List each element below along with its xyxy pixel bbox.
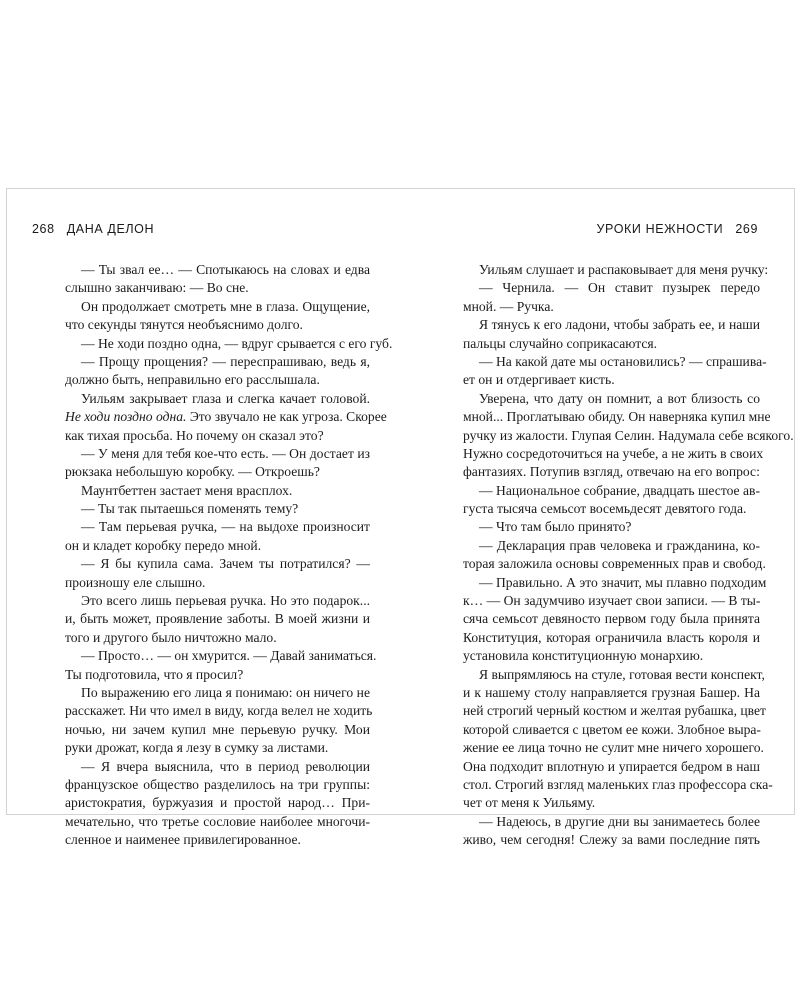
text-line [65,666,370,684]
text-line [65,537,370,555]
text-line-content: Конституция, которая ограничила власть короля и [463,629,760,645]
text-line [65,482,370,500]
text-line [463,482,760,500]
text-line-content: Ты подготовила, что я просил? [65,666,244,682]
text-line [463,335,760,353]
text-line [463,574,767,592]
text-line-content: — На какой дате мы остановились? — спрашива- [479,353,767,369]
text-line-content: Он продолжает смотреть мне в глаза. Ощущение, [81,298,370,314]
text-line [463,702,766,720]
left-page [7,189,401,848]
text-line [463,537,760,555]
text-line [463,408,771,426]
text-line [65,629,370,647]
text-line-content: — У меня для тебя кое-что есть. — Он достает из [81,445,370,461]
text-line-content: Я тянусь к его ладони, чтобы забрать ее, и наши [479,317,760,333]
right-running-title: УРОКИ НЕЖНОСТИ [596,222,724,236]
text-line [463,298,760,316]
left-running-title: ДАНА ДЕЛОН [66,222,155,236]
text-line-content: ней строгий черный костюм и желтая рубашка, цвет [463,703,766,719]
text-line-content: По выражению его лица я понимаю: он ничего не [81,684,370,700]
text-line [463,371,760,389]
text-line [463,794,760,812]
text-line-content: ет он и отдергивает кисть. [463,372,615,388]
text-line [65,500,370,518]
text-line-content: и к нашему столу направляется грузная Башер. На [463,684,760,700]
text-line [463,739,764,757]
text-line [65,647,377,665]
text-line [65,316,370,334]
text-line [463,813,760,831]
left-page-number: 268 [32,222,55,236]
text-line-content: — Прощу прощения? — переспрашиваю, ведь я, [81,353,370,369]
text-line-content: мной... Проглатываю обиду. Он наверняка купил мне [463,409,771,425]
text-line-content: Она подходит вплотную и упирается бедром в наш [463,758,760,774]
text-line-content: французское общество разделилось на три группы: [65,776,370,792]
left-body-text [65,261,393,850]
text-line [65,371,370,389]
text-line [463,776,773,794]
text-line [65,721,370,739]
text-line-content: что секунды тянутся необъяснимо долго. [65,317,303,333]
text-line [463,684,760,702]
text-line-content: рюкзака небольшую коробку. — Откроешь? [65,464,320,480]
text-line-content: торая заложила основы современных прав и свобод. [463,556,766,572]
text-line [463,721,760,739]
text-line [65,279,370,297]
text-line [65,684,370,702]
text-line [65,702,373,720]
text-line-content: Уильям слушает и распаковывает для меня ручку: [479,262,769,277]
text-line-content: которой сливается с цветом ее кожи. Злобное выра- [463,721,761,737]
text-line [463,831,760,849]
text-line [463,610,760,628]
text-line-content: должно быть, неправильно его расслышала. [65,372,320,388]
text-line [65,758,370,776]
right-body-text [463,261,794,850]
text-line [65,739,370,757]
text-line-content: ночью, ни зачем купил мне перьевую ручку. Мои [65,721,370,737]
text-line [463,390,760,408]
text-line-content: руки дрожат, когда я лезу в сумку за листами. [65,740,329,756]
book-spread [6,188,795,848]
text-line [65,298,370,316]
text-line-content: сяча семьсот девяносто первом году была принята [463,611,760,627]
text-line [65,555,370,573]
text-line-content: — Что там было принято? [479,519,632,535]
text-line-content: Я выпрямляюсь на стуле, готовая вести конспект, [479,666,765,682]
text-line-content: к… — Он задумчиво изучает свои записи. — В ты- [463,593,761,609]
text-line [463,629,760,647]
text-line [463,666,765,684]
text-line [65,574,370,592]
text-line-content: он и кладет коробку передо мной. [65,537,262,553]
text-line-content: слышно заканчиваю: — Во сне. [65,280,249,296]
text-line-content: стол. Строгий взгляд маленьких глаз профессора ска- [463,776,773,792]
text-line [65,610,370,628]
text-line [463,445,764,463]
left-running-head [32,222,154,236]
text-line [65,463,370,481]
text-line-content: мечательно, что третье сословие наиболее многочи- [65,813,370,829]
text-line-content: — Надеюсь, в другие дни вы занимаетесь более [479,813,760,829]
text-line-content: расскажет. Ни что имел в виду, когда велел не ходить [65,703,373,719]
text-line [463,463,760,481]
text-line-content: — Ты звал ее… — Спотыкаюсь на словах и едва [81,262,370,277]
text-line [65,518,370,536]
text-line-content: и, быть может, проявление заботы. В моей жизни и [65,611,370,627]
text-line-content: фантазиях. Потупив взгляд, отвечаю на его вопрос: [463,464,760,480]
text-line-content: живо, чем сегодня! Слежу за вами последние пять [463,832,760,848]
italic-phrase: Не ходи поздно одна. [65,409,187,425]
text-line [65,427,370,445]
text-line-content: — Правильно. А это значит, мы плавно подходим [479,574,767,590]
text-line [463,647,760,665]
text-line [463,500,760,518]
text-line-content: — Не ходи поздно одна, — вдруг срывается с его губ. [81,335,393,351]
text-line-content: — Ты так пытаешься поменять тему? [81,501,299,517]
text-line-content: — Там перьевая ручка, — на выдохе произносит [81,519,370,535]
text-line-content: Уильям закрывает глаза и слегка качает головой. [81,390,370,406]
text-line [463,758,760,776]
text-line [65,592,370,610]
text-line [463,279,760,297]
text-line-content: Маунтбеттен застает меня врасплох. [81,482,293,498]
text-line-content: густа тысяча семьсот восемьдесят девятого года. [463,501,747,517]
text-line-content: Нужно сосредоточиться на учебе, а не жить в своих [463,445,764,461]
text-line-content: жение ее лица точно не сулит мне ничего хорошего. [463,740,764,756]
text-line-content: — Просто… — он хмурится. — Давай заниматься. [81,648,377,664]
text-line-content: — Я вчера выяснила, что в период революции [81,758,370,774]
right-page [401,189,794,848]
text-line-content: сленное и наименее привилегированное. [65,832,301,848]
text-line-content: чет от меня к Уильяму. [463,795,596,811]
text-line [463,353,767,371]
text-line [463,518,760,536]
text-line-content: — Национальное собрание, двадцать шестое ав- [479,482,760,498]
right-page-number: 269 [735,222,758,236]
text-line [65,390,370,408]
text-line [65,261,370,279]
text-line-content: мной. — Ручка. [463,298,554,314]
right-running-head [597,222,759,236]
text-line [65,353,370,371]
text-line [463,261,769,279]
text-line-content: пальцы случайно соприкасаются. [463,335,658,351]
text-line [463,555,766,573]
text-line [65,776,370,794]
text-line-content: — Декларация прав человека и гражданина, ко- [479,537,760,553]
text-line-content: произношу еле слышно. [65,574,206,590]
text-line-content: как тихая просьба. Но почему он сказал это? [65,427,324,443]
text-line-content: Это звучало не как угроза. Скорее [186,409,387,425]
text-line-content: того и другого было ничтожно мало. [65,629,277,645]
text-line-content: ручку из жалости. Глупая Селин. Надумала себе всякого. [463,427,794,443]
text-line [463,427,794,445]
text-line-content: Уверена, что дату он помнит, а вот близость со [479,390,760,406]
text-line-content: — Я бы купила сама. Зачем ты потратился? — [81,556,370,572]
text-line [65,794,370,812]
text-line [65,335,393,353]
text-line-content: аристократия, буржуазия и простой народ… При- [65,795,370,811]
text-line [65,408,387,426]
text-line-content: — Чернила. — Он ставит пузырек передо [479,280,760,296]
text-line [65,831,370,849]
text-line [463,316,760,334]
text-line [65,813,370,831]
text-line [463,592,760,610]
text-line-content: установила конституционную монархию. [463,648,704,664]
text-line [65,445,370,463]
text-line-content: Это всего лишь перьевая ручка. Но это подарок... [81,593,370,609]
